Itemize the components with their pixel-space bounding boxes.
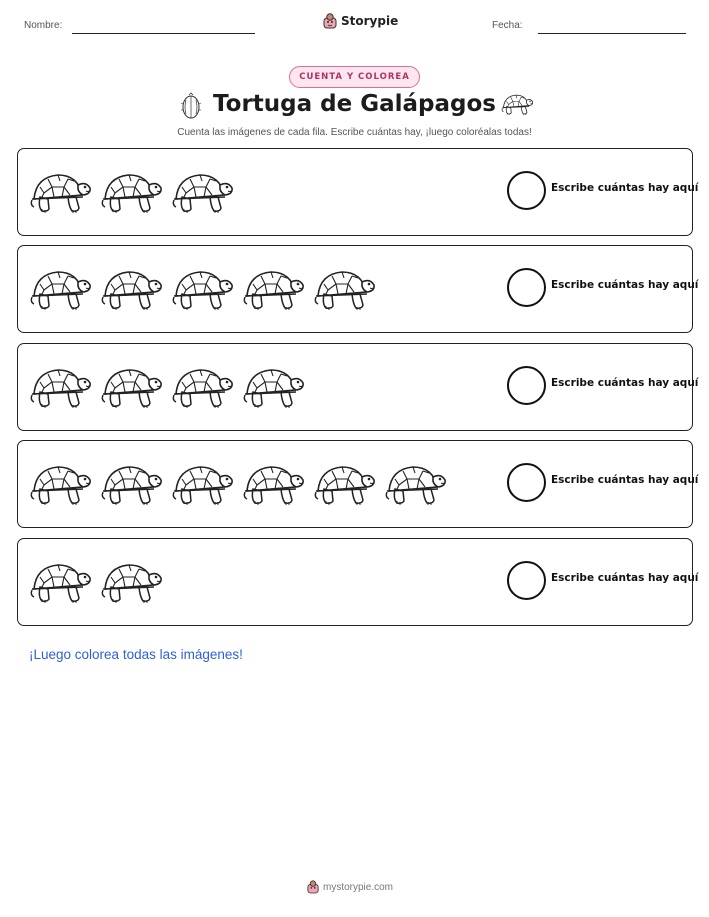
storypie-logo-icon bbox=[307, 880, 319, 894]
count-answer-circle[interactable] bbox=[507, 366, 546, 405]
turtle-icon[interactable] bbox=[28, 461, 92, 507]
name-label: Nombre: bbox=[24, 20, 63, 31]
site-footer bbox=[307, 880, 393, 894]
name-line[interactable] bbox=[72, 33, 255, 34]
count-label: Escribe cuántas hay aquí bbox=[551, 279, 699, 291]
turtle-icon bbox=[500, 92, 534, 116]
counting-row bbox=[17, 343, 699, 431]
count-label: Escribe cuántas hay aquí bbox=[551, 377, 699, 389]
count-answer-circle[interactable] bbox=[507, 463, 546, 502]
count-label: Escribe cuántas hay aquí bbox=[551, 182, 699, 194]
count-label: Escribe cuántas hay aquí bbox=[551, 474, 699, 486]
turtle-icon[interactable] bbox=[241, 461, 305, 507]
turtle-icon[interactable] bbox=[170, 266, 234, 312]
turtle-group bbox=[28, 344, 305, 430]
turtle-icon[interactable] bbox=[312, 461, 376, 507]
turtle-icon[interactable] bbox=[99, 266, 163, 312]
counting-row bbox=[17, 440, 699, 528]
date-label: Fecha: bbox=[492, 20, 523, 31]
turtle-icon[interactable] bbox=[383, 461, 447, 507]
count-answer-circle[interactable] bbox=[507, 268, 546, 307]
site-url: mystorypie.com bbox=[323, 881, 394, 893]
turtle-icon[interactable] bbox=[312, 266, 376, 312]
turtle-icon[interactable] bbox=[99, 364, 163, 410]
count-answer-circle[interactable] bbox=[507, 561, 546, 600]
counting-row bbox=[17, 245, 699, 333]
instructions: Cuenta las imágenes de cada fila. Escribe cuántas hay, ¡luego coloréalas todas! bbox=[177, 127, 532, 138]
turtle-icon[interactable] bbox=[99, 559, 163, 605]
turtle-icon[interactable] bbox=[28, 169, 92, 215]
turtle-icon[interactable] bbox=[170, 169, 234, 215]
turtle-icon[interactable] bbox=[170, 364, 234, 410]
turtle-icon[interactable] bbox=[99, 169, 163, 215]
turtle-group bbox=[28, 441, 447, 527]
count-label: Escribe cuántas hay aquí bbox=[551, 572, 699, 584]
date-line[interactable] bbox=[538, 33, 686, 34]
turtle-icon[interactable] bbox=[28, 364, 92, 410]
turtle-icon[interactable] bbox=[241, 364, 305, 410]
turtle-group bbox=[28, 149, 234, 235]
turtle-icon[interactable] bbox=[241, 266, 305, 312]
activity-badge: CUENTA Y COLOREA bbox=[289, 66, 420, 88]
brand-name: Storypie bbox=[341, 14, 399, 28]
brand bbox=[323, 13, 398, 29]
counting-row bbox=[17, 538, 699, 626]
turtle-icon[interactable] bbox=[99, 461, 163, 507]
page-title: Tortuga de Galápagos bbox=[213, 91, 496, 117]
turtle-group bbox=[28, 539, 163, 625]
turtle-icon[interactable] bbox=[28, 266, 92, 312]
counting-row bbox=[17, 148, 699, 236]
storypie-logo-icon bbox=[323, 13, 337, 29]
footer-note: ¡Luego colorea todas las imágenes! bbox=[29, 647, 243, 662]
turtle-icon[interactable] bbox=[28, 559, 92, 605]
count-answer-circle[interactable] bbox=[507, 171, 546, 210]
turtle-group bbox=[28, 246, 376, 332]
turtle-icon[interactable] bbox=[170, 461, 234, 507]
